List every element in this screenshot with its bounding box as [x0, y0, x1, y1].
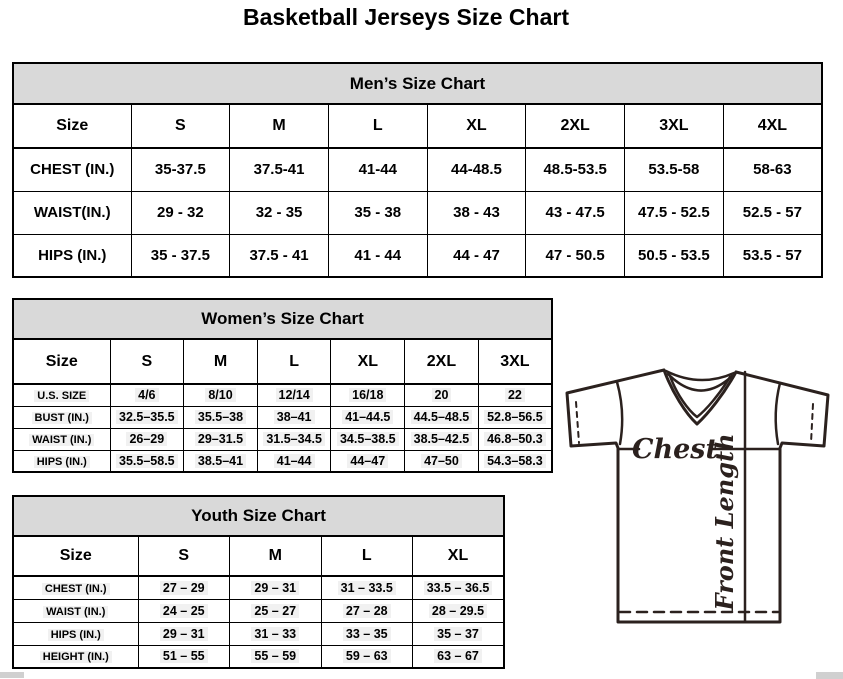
table-cell-value: 51 – 55: [160, 649, 208, 663]
horizontal-scrollbar-thumb-right[interactable]: [816, 672, 843, 679]
women-table-row: [13, 406, 552, 428]
table-cell-value: 55 – 59: [251, 649, 299, 663]
table-cell-value: 38.5–42.5: [411, 432, 473, 446]
table-cell-value: 41–44.5: [342, 410, 393, 424]
women-column-header: 2XL: [405, 339, 479, 384]
table-cell-value: 46.8–50.3: [484, 432, 546, 446]
table-cell-value: 16/18: [349, 388, 386, 402]
table-cell-value: 25 – 27: [251, 604, 299, 618]
table-cell-value: 29 - 32: [157, 204, 204, 221]
table-cell-value: 29 – 31: [160, 627, 208, 641]
table-cell-value: 32.5–35.5: [116, 410, 178, 424]
men-column-header: S: [131, 104, 230, 148]
table-cell-value: 41 - 44: [354, 246, 402, 264]
youth-table-row: [13, 576, 504, 599]
table-cell-value: 47.5 - 52.5: [638, 204, 710, 221]
table-cell-value: 29 – 31: [251, 581, 299, 595]
table-cell-value: 35-37.5: [154, 161, 206, 179]
jersey-outline-icon: [560, 362, 840, 628]
youth-table-title: Youth Size Chart: [13, 496, 504, 536]
table-cell-value: 37.5 - 41: [249, 246, 309, 264]
table-cell-value: 33 – 35: [343, 627, 391, 641]
table-cell-value: 34.5–38.5: [337, 432, 399, 446]
table-cell-value: 35 – 37: [434, 627, 482, 641]
table-cell-value: 48.5-53.5: [543, 161, 607, 179]
table-cell-value: 52.8–56.5: [484, 410, 546, 424]
table-cell-value: 41–44: [274, 454, 315, 468]
men-table-row: [13, 148, 822, 191]
table-cell-value: 32 - 35: [255, 204, 303, 221]
table-cell-value: 41-44: [358, 161, 397, 179]
table-cell-value: 53.5-58: [648, 161, 700, 179]
table-cell-value: 31.5–34.5: [263, 432, 325, 446]
table-cell-value: 47 - 50.5: [545, 246, 605, 264]
women-column-header: L: [257, 339, 331, 384]
youth-table-row: [13, 599, 504, 622]
women-column-header: M: [184, 339, 258, 384]
row-label: WAIST(IN.): [33, 204, 111, 221]
table-cell-value: 53.5 - 57: [742, 246, 802, 264]
table-cell-value: 38 - 43: [453, 204, 500, 221]
men-table-title: Men’s Size Chart: [13, 63, 822, 104]
men-table-row: [13, 234, 822, 277]
table-cell-value: 4/6: [135, 388, 158, 402]
table-cell-value: 52.5 - 57: [742, 204, 802, 221]
row-label: HIPS (IN.): [48, 629, 104, 641]
table-cell-value: 31 – 33.5: [338, 581, 396, 595]
table-cell-value: 35.5–38: [195, 410, 246, 424]
table-cell-value: 58-63: [753, 161, 792, 179]
table-cell-value: 59 – 63: [343, 649, 391, 663]
men-column-header: M: [230, 104, 329, 148]
youth-table-row: [13, 645, 504, 668]
women-column-header: XL: [331, 339, 405, 384]
youth-column-header: M: [230, 536, 322, 576]
men-column-header: L: [328, 104, 427, 148]
youth-column-header: Size: [13, 536, 138, 576]
table-cell-value: 35 - 37.5: [150, 246, 210, 264]
table-cell-value: 54.3–58.3: [484, 454, 546, 468]
table-cell-value: 8/10: [205, 388, 235, 402]
table-cell-value: 29–31.5: [195, 432, 246, 446]
table-cell-value: 28 – 29.5: [429, 604, 487, 618]
table-cell-value: 44–47: [347, 454, 388, 468]
youth-column-header: L: [321, 536, 413, 576]
table-cell-value: 22: [505, 388, 525, 402]
youth-column-header: S: [138, 536, 230, 576]
women-column-header: Size: [13, 339, 110, 384]
table-cell-value: 37.5-41: [253, 161, 305, 179]
youth-size-chart-table: [12, 495, 505, 669]
table-cell-value: 20: [432, 388, 452, 402]
table-cell-value: 31 – 33: [251, 627, 299, 641]
table-cell-value: 27 – 28: [343, 604, 391, 618]
men-column-header: 3XL: [625, 104, 724, 148]
table-cell-value: 24 – 25: [160, 604, 208, 618]
page-title: Basketball Jerseys Size Chart: [242, 4, 569, 30]
row-label: BUST (IN.): [32, 412, 92, 424]
table-cell-value: 47–50: [421, 454, 462, 468]
row-label: HEIGHT (IN.): [40, 651, 112, 663]
table-cell-value: 26–29: [126, 432, 167, 446]
chest-label: Chest: [632, 434, 718, 465]
men-column-header: 2XL: [526, 104, 625, 148]
mens-size-chart-table: [12, 62, 823, 278]
men-column-header: Size: [13, 104, 131, 148]
row-label: HIPS (IN.): [38, 246, 107, 264]
table-cell-value: 35.5–58.5: [116, 454, 178, 468]
men-table-row: [13, 191, 822, 234]
table-cell-value: 27 – 29: [160, 581, 208, 595]
women-table-row: [13, 428, 552, 450]
women-table-row: [13, 450, 552, 472]
table-cell-value: 63 – 67: [434, 649, 482, 663]
women-column-header: 3XL: [478, 339, 552, 384]
row-label: HIPS (IN.): [34, 456, 90, 468]
row-label: WAIST (IN.): [43, 606, 108, 618]
men-column-header: XL: [427, 104, 526, 148]
womens-size-chart-table: [12, 298, 553, 473]
row-label: WAIST (IN.): [29, 434, 94, 446]
women-table-title: Women’s Size Chart: [13, 299, 552, 339]
table-cell-value: 12/14: [276, 388, 313, 402]
table-cell-value: 38–41: [274, 410, 315, 424]
men-column-header: 4XL: [723, 104, 822, 148]
table-cell-value: 38.5–41: [195, 454, 246, 468]
table-cell-value: 43 - 47.5: [545, 204, 605, 221]
row-label: U.S. SIZE: [34, 390, 89, 402]
table-cell-value: 44-48.5: [451, 161, 502, 179]
women-table-row: [13, 384, 552, 406]
women-column-header: S: [110, 339, 184, 384]
table-cell-value: 33.5 – 36.5: [424, 581, 493, 595]
youth-table-row: [13, 622, 504, 645]
jersey-measurement-diagram: [560, 362, 840, 628]
horizontal-scrollbar-thumb-left[interactable]: [0, 672, 24, 678]
youth-column-header: XL: [413, 536, 505, 576]
table-cell-value: 44.5–48.5: [411, 410, 473, 424]
table-cell-value: 44 - 47: [453, 246, 500, 264]
front-length-label: Front Length: [710, 433, 739, 611]
table-cell-value: 50.5 - 53.5: [638, 246, 710, 264]
table-cell-value: 35 - 38: [354, 204, 402, 221]
row-label: CHEST (IN.): [30, 161, 115, 179]
row-label: CHEST (IN.): [42, 583, 110, 595]
